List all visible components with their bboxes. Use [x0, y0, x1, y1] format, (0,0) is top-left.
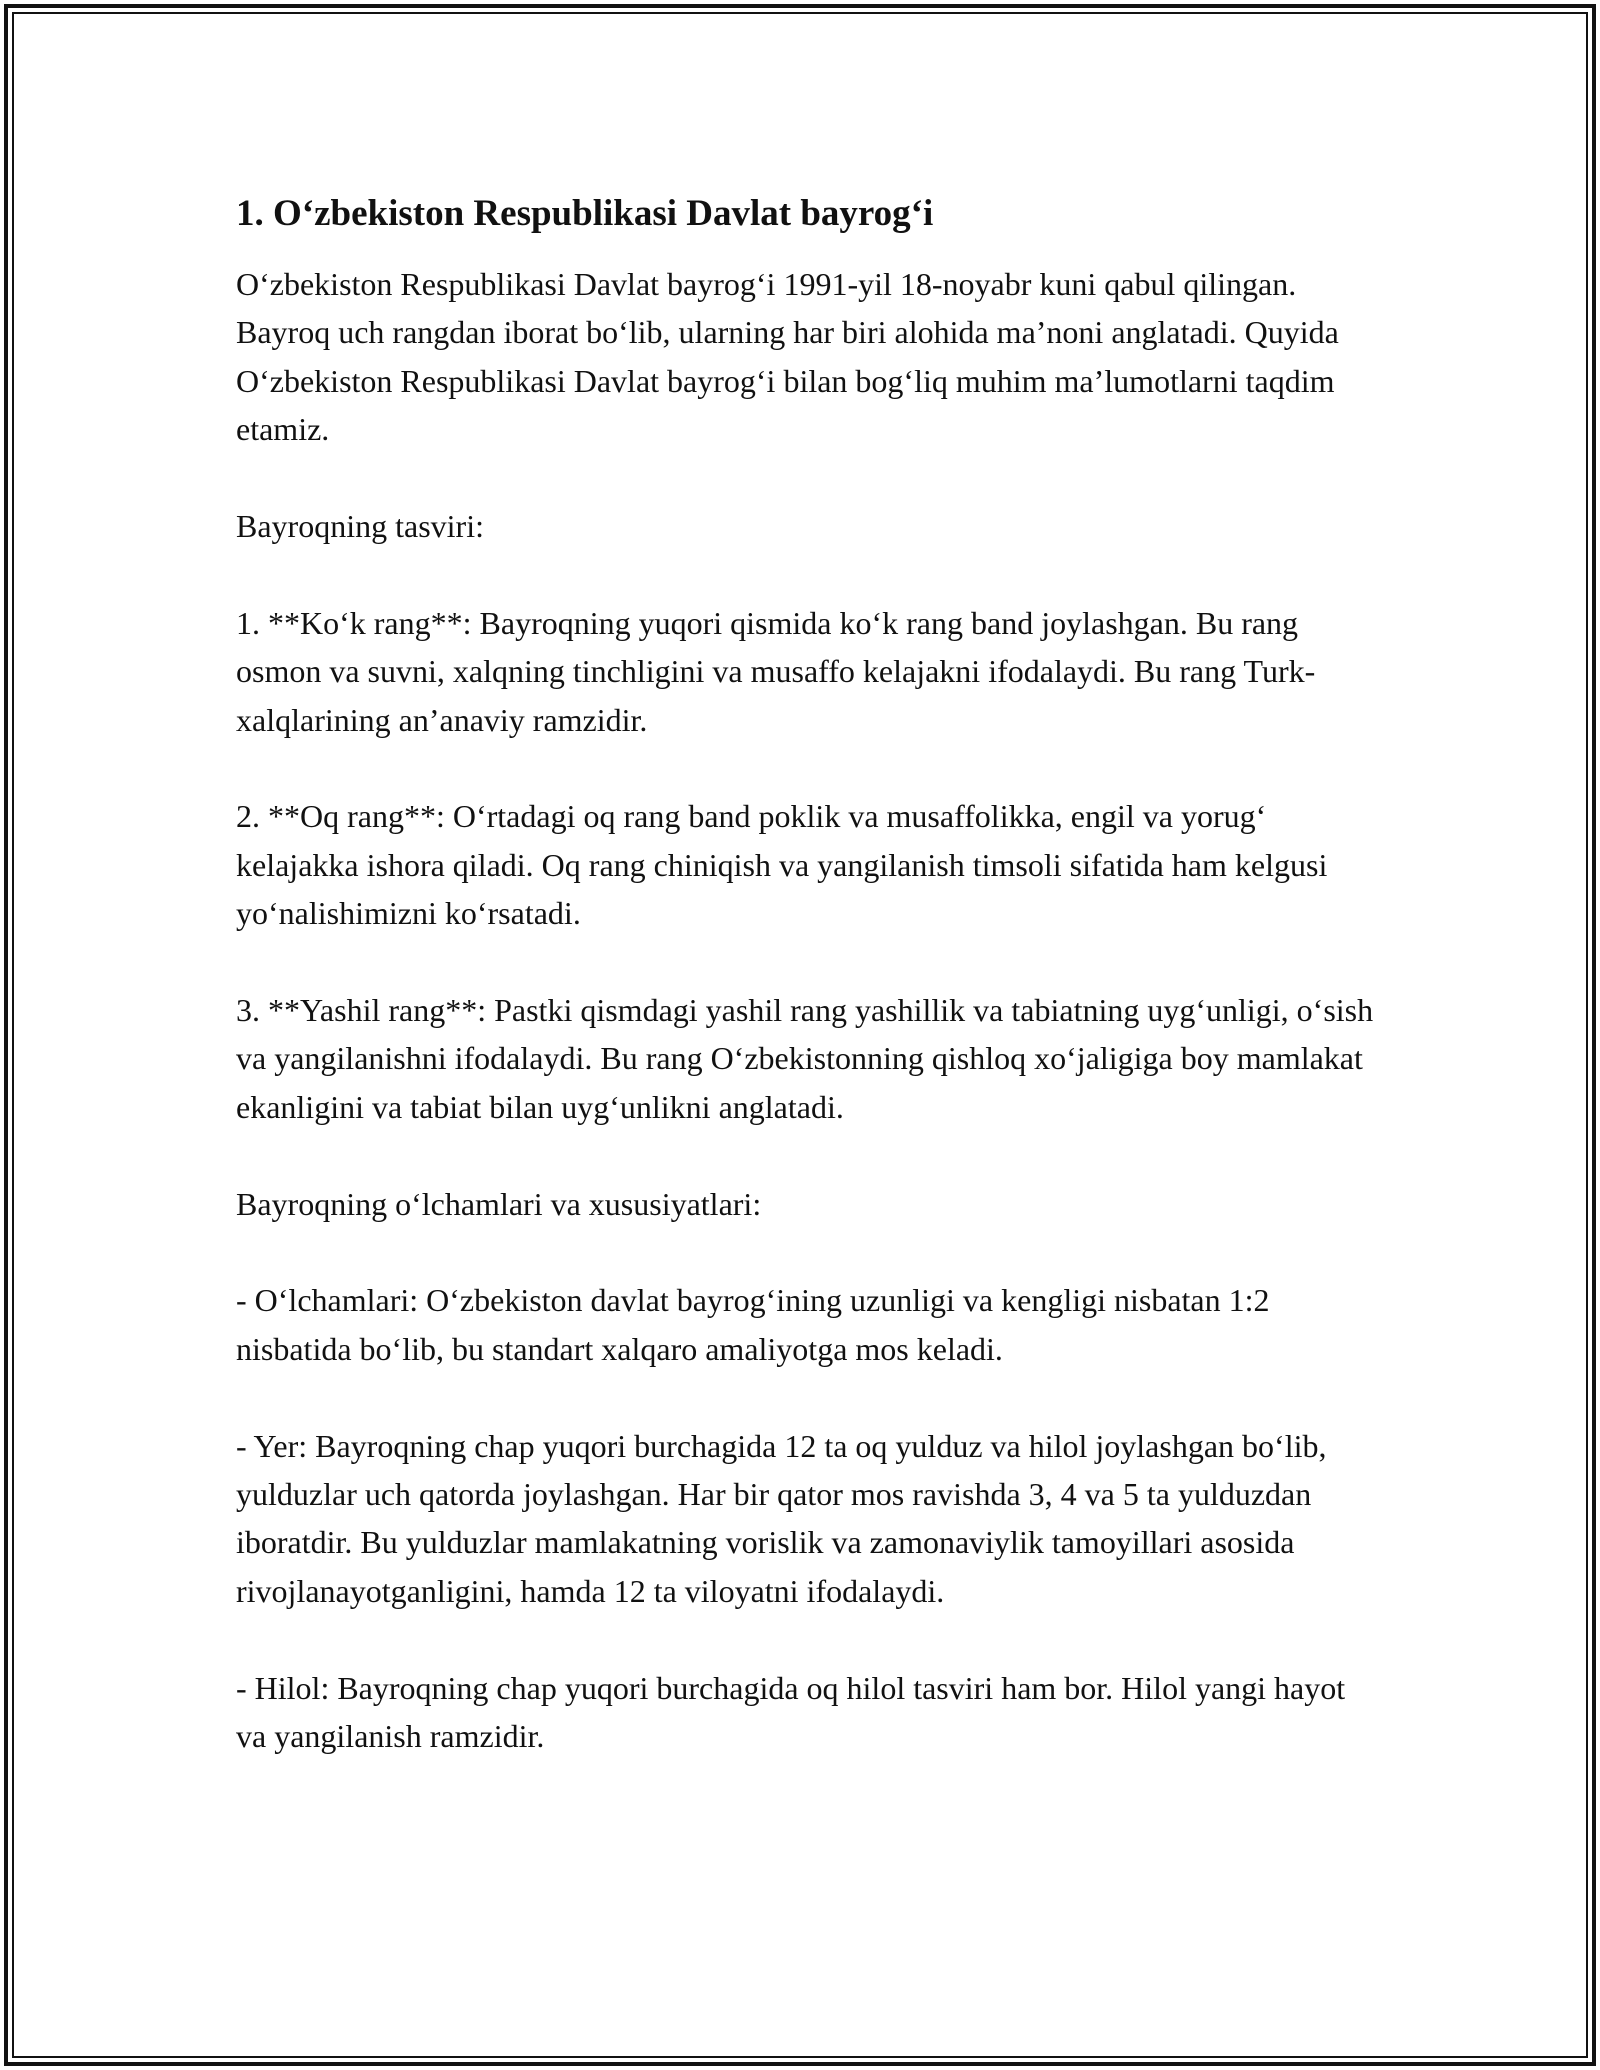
dimensions-paragraph: - O‘lchamlari: O‘zbekiston davlat bayrog‘ining uzunligi va kengligi nisbatan 1:2 nisbatida bo‘lib, bu standart xalqaro amaliyotga mos keladi. — [236, 1282, 1270, 1367]
document-body — [236, 190, 1376, 1809]
intro-paragraph: O‘zbekiston Respublikasi Davlat bayrog‘i 1991-yil 18-noyabr kuni qabul qilingan. Bayroq uch rangdan iborat bo‘lib, ularning har biri alohida ma’noni anglatadi. Quyida O‘zbekiston Respublikasi Davlat bayrog‘i bilan bog‘liq muhim ma’lumotlarni taqdim etamiz. — [236, 266, 1339, 448]
green-color-paragraph: 3. **Yashil rang**: Pastki qismdagi yashil rang yashillik va tabiatning uyg‘unligi, o‘sish va yangilanishni ifodalaydi. Bu rang O‘zbekistonning qishloq xo‘jaligiga boy mamlakat ekanligini va tabiat bilan uyg‘unlikni anglatadi. — [236, 992, 1374, 1125]
crescent-paragraph: - Hilol: Bayroqning chap yuqori burchagida oq hilol tasviri ham bor. Hilol yangi hayot va yangilanish ramzidir. — [236, 1669, 1346, 1755]
blue-color-paragraph: 1. **Ko‘k rang**: Bayroqning yuqori qismida ko‘k rang band joylashgan. Bu rang osmon va suvni, xalqning tinchligini va musaffo kelajakni ifodalaydi. Bu rang Turk-xalqlarining an’anaviy ramzidir. — [236, 604, 1316, 738]
flag-description-heading: Bayroqning tasviri: — [236, 508, 484, 545]
white-color-paragraph: 2. **Oq rang**: O‘rtadagi oq rang band poklik va musaffolikka, engil va yorug‘ kelajakka ishora qiladi. Oq rang chiniqish va yangilanish timsoli sifatida ham kelgusi yo‘nalishimizni ko‘rsatadi. — [236, 798, 1328, 932]
stars-paragraph: - Yer: Bayroqning chap yuqori burchagida 12 ta oq yulduz va hilol joylashgan bo‘lib, yulduzlar uch qatorda joylashgan. Har bir qator mos ravishda 3, 4 va 5 ta yulduzdan iboratdir. Bu yulduzlar mamlakatning vorislik va zamonaviylik tamoyillari asosida rivojlanayotganligini, hamda 12 ta viloyatni ifodalaydi. — [236, 1427, 1327, 1609]
document-title: 1. O‘zbekiston Respublikasi Davlat bayrog‘i — [236, 193, 934, 234]
dimensions-heading: Bayroqning o‘lchamlari va xususiyatlari: — [236, 1185, 762, 1222]
